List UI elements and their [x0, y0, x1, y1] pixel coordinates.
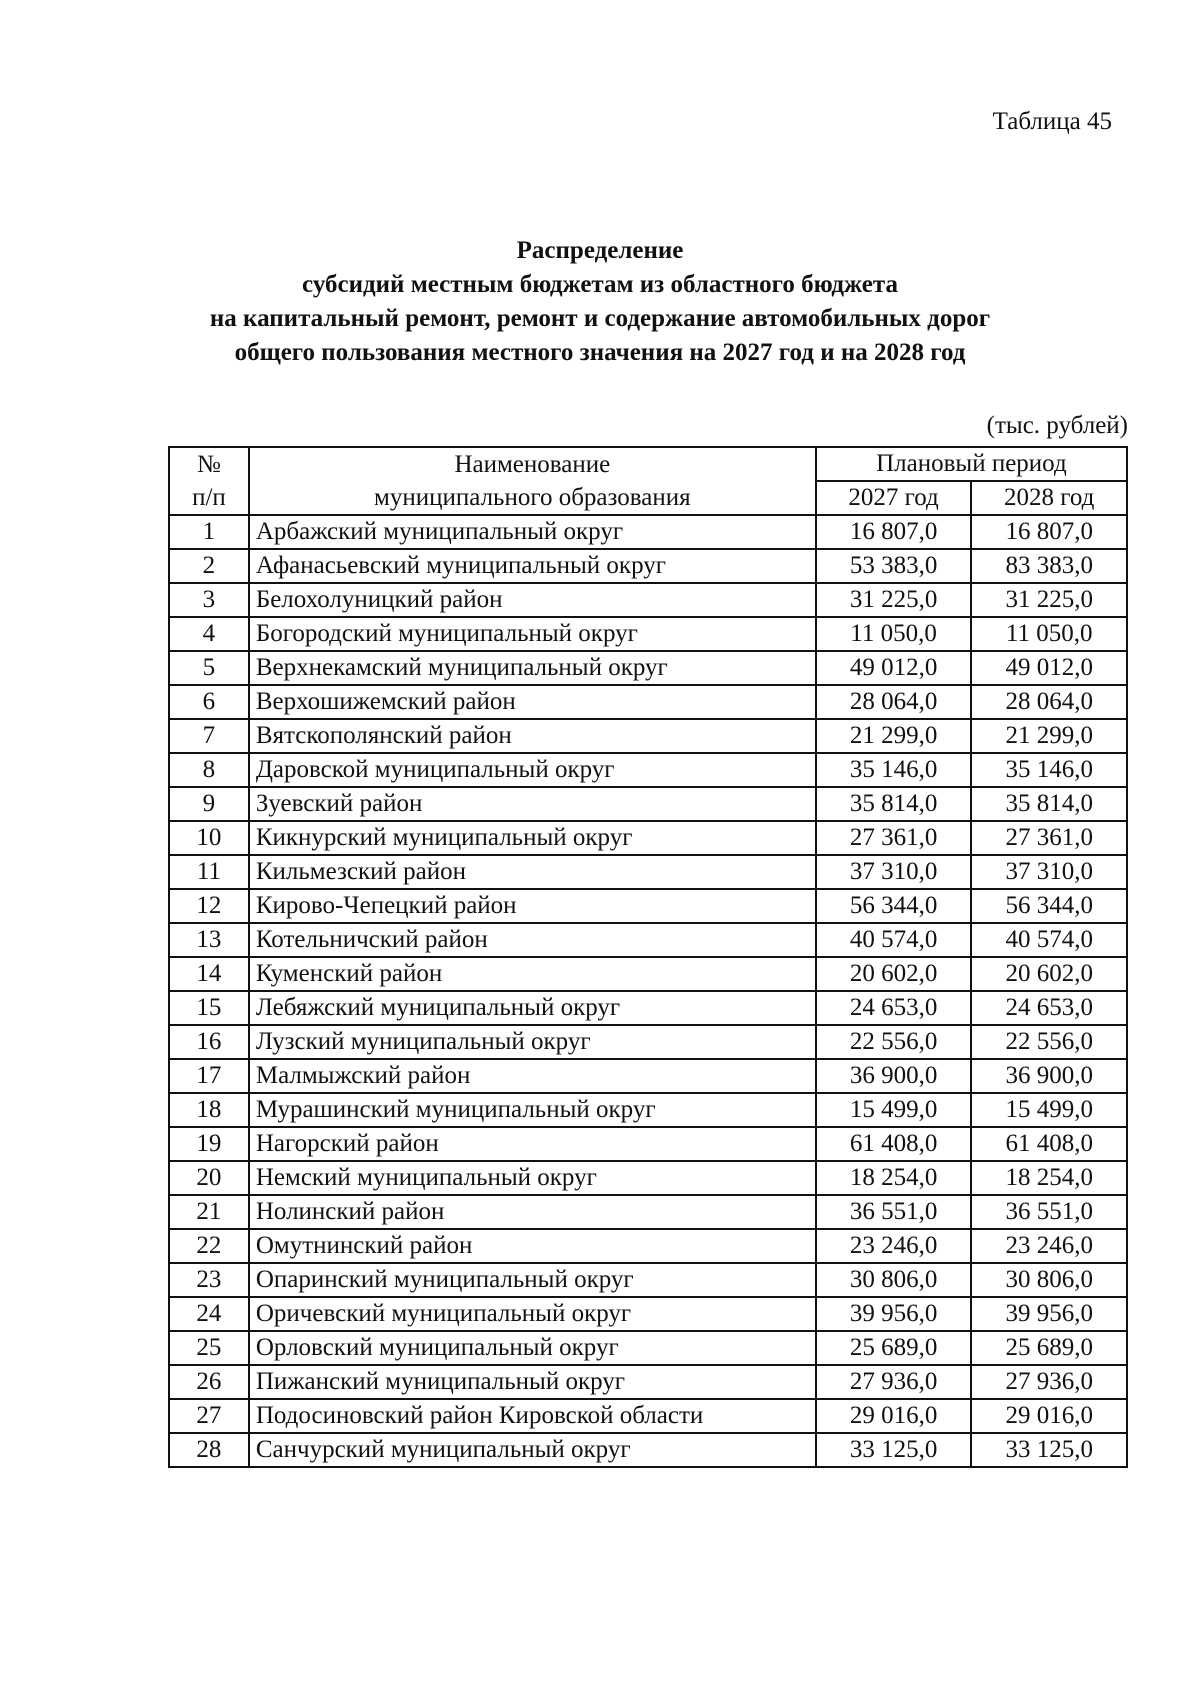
amount-2027: 27 361,0	[816, 821, 972, 855]
row-number: 14	[169, 957, 249, 991]
table-row	[169, 1399, 1127, 1433]
table-row	[169, 1263, 1127, 1297]
municipality-name: Санчурский муниципальный округ	[249, 1433, 816, 1467]
table-row	[169, 923, 1127, 957]
municipality-name: Нолинский район	[249, 1195, 816, 1229]
municipality-name: Подосиновский район Кировской области	[249, 1399, 816, 1433]
amount-2028: 39 956,0	[971, 1297, 1127, 1331]
amount-2027: 28 064,0	[816, 685, 972, 719]
amount-2028: 15 499,0	[971, 1093, 1127, 1127]
header-row-1	[169, 447, 1127, 481]
amount-2027: 20 602,0	[816, 957, 972, 991]
amount-2028: 29 016,0	[971, 1399, 1127, 1433]
table-row	[169, 753, 1127, 787]
amount-2028: 16 807,0	[971, 515, 1127, 549]
row-number: 6	[169, 685, 249, 719]
municipality-name: Верхнекамский муниципальный округ	[249, 651, 816, 685]
municipality-name: Верхошижемский район	[249, 685, 816, 719]
table-row	[169, 719, 1127, 753]
header-row-2	[169, 481, 1127, 515]
amount-2028: 22 556,0	[971, 1025, 1127, 1059]
amount-2028: 83 383,0	[971, 549, 1127, 583]
row-number: 22	[169, 1229, 249, 1263]
row-number: 7	[169, 719, 249, 753]
municipality-name: Лузский муниципальный округ	[249, 1025, 816, 1059]
municipality-name: Мурашинский муниципальный округ	[249, 1093, 816, 1127]
municipality-name: Кикнурский муниципальный округ	[249, 821, 816, 855]
table-row	[169, 1025, 1127, 1059]
row-number: 17	[169, 1059, 249, 1093]
amount-2027: 53 383,0	[816, 549, 972, 583]
title-line-2: субсидий местным бюджетам из областного бюджета	[302, 271, 898, 298]
table-row	[169, 957, 1127, 991]
row-number: 15	[169, 991, 249, 1025]
units-label: (тыс. рублей)	[986, 412, 1128, 439]
table-row	[169, 1331, 1127, 1365]
amount-2027: 37 310,0	[816, 855, 972, 889]
row-number: 16	[169, 1025, 249, 1059]
table-row	[169, 787, 1127, 821]
amount-2028: 28 064,0	[971, 685, 1127, 719]
municipality-name: Кильмезский район	[249, 855, 816, 889]
row-number: 12	[169, 889, 249, 923]
amount-2027: 29 016,0	[816, 1399, 972, 1433]
amount-2028: 56 344,0	[971, 889, 1127, 923]
row-number: 2	[169, 549, 249, 583]
amount-2027: 49 012,0	[816, 651, 972, 685]
municipality-name: Орловский муниципальный округ	[249, 1331, 816, 1365]
municipality-name: Вятскополянский район	[249, 719, 816, 753]
row-number: 27	[169, 1399, 249, 1433]
municipality-name: Пижанский муниципальный округ	[249, 1365, 816, 1399]
amount-2027: 18 254,0	[816, 1161, 972, 1195]
row-number: 11	[169, 855, 249, 889]
table-row	[169, 1127, 1127, 1161]
municipality-name: Белохолуницкий район	[249, 583, 816, 617]
amount-2028: 23 246,0	[971, 1229, 1127, 1263]
amount-2027: 33 125,0	[816, 1433, 972, 1467]
row-number: 18	[169, 1093, 249, 1127]
amount-2028: 61 408,0	[971, 1127, 1127, 1161]
amount-2028: 35 814,0	[971, 787, 1127, 821]
municipality-name: Котельничский район	[249, 923, 816, 957]
row-number: 25	[169, 1331, 249, 1365]
table-row	[169, 583, 1127, 617]
amount-2027: 61 408,0	[816, 1127, 972, 1161]
municipality-name: Опаринский муниципальный округ	[249, 1263, 816, 1297]
amount-2028: 20 602,0	[971, 957, 1127, 991]
amount-2027: 25 689,0	[816, 1331, 972, 1365]
row-number: 20	[169, 1161, 249, 1195]
amount-2027: 30 806,0	[816, 1263, 972, 1297]
table-row	[169, 1093, 1127, 1127]
row-number: 21	[169, 1195, 249, 1229]
amount-2028: 36 900,0	[971, 1059, 1127, 1093]
table-row	[169, 549, 1127, 583]
document-title	[0, 234, 1200, 370]
amount-2027: 36 900,0	[816, 1059, 972, 1093]
table-row	[169, 1195, 1127, 1229]
row-number: 28	[169, 1433, 249, 1467]
table-row	[169, 1297, 1127, 1331]
table-row	[169, 1433, 1127, 1467]
subsidies-table	[168, 446, 1128, 1468]
row-number: 9	[169, 787, 249, 821]
municipality-name: Кирово-Чепецкий район	[249, 889, 816, 923]
amount-2027: 27 936,0	[816, 1365, 972, 1399]
row-number: 1	[169, 515, 249, 549]
table-row	[169, 1161, 1127, 1195]
municipality-name: Арбажский муниципальный округ	[249, 515, 816, 549]
table-row	[169, 855, 1127, 889]
row-number: 8	[169, 753, 249, 787]
amount-2027: 31 225,0	[816, 583, 972, 617]
amount-2028: 35 146,0	[971, 753, 1127, 787]
title-line-1: Распределение	[516, 237, 684, 264]
amount-2028: 18 254,0	[971, 1161, 1127, 1195]
amount-2028: 25 689,0	[971, 1331, 1127, 1365]
row-number: 23	[169, 1263, 249, 1297]
table-row	[169, 1229, 1127, 1263]
table-row	[169, 1059, 1127, 1093]
table-row	[169, 889, 1127, 923]
amount-2027: 39 956,0	[816, 1297, 972, 1331]
row-number: 26	[169, 1365, 249, 1399]
amount-2028: 11 050,0	[971, 617, 1127, 651]
municipality-name: Оричевский муниципальный округ	[249, 1297, 816, 1331]
row-number: 10	[169, 821, 249, 855]
amount-2028: 27 361,0	[971, 821, 1127, 855]
amount-2028: 49 012,0	[971, 651, 1127, 685]
amount-2027: 15 499,0	[816, 1093, 972, 1127]
municipality-name: Афанасьевский муниципальный округ	[249, 549, 816, 583]
amount-2028: 30 806,0	[971, 1263, 1127, 1297]
municipality-name: Богородский муниципальный округ	[249, 617, 816, 651]
municipality-name: Омутнинский район	[249, 1229, 816, 1263]
amount-2027: 23 246,0	[816, 1229, 972, 1263]
table-body	[169, 515, 1127, 1467]
row-number: 24	[169, 1297, 249, 1331]
header-planned-period: Плановый период	[816, 447, 1127, 481]
amount-2028: 37 310,0	[971, 855, 1127, 889]
row-number: 4	[169, 617, 249, 651]
table-number: Таблица 45	[992, 108, 1112, 135]
table-row	[169, 821, 1127, 855]
header-name-bottom: муниципального образования	[249, 481, 816, 515]
header-num-bottom: п/п	[169, 481, 249, 515]
header-year-2027: 2027 год	[816, 481, 972, 515]
row-number: 13	[169, 923, 249, 957]
amount-2028: 31 225,0	[971, 583, 1127, 617]
amount-2027: 16 807,0	[816, 515, 972, 549]
row-number: 19	[169, 1127, 249, 1161]
amount-2027: 21 299,0	[816, 719, 972, 753]
amount-2028: 21 299,0	[971, 719, 1127, 753]
amount-2027: 35 814,0	[816, 787, 972, 821]
table-row	[169, 515, 1127, 549]
title-line-4: общего пользования местного значения на 2027 год и на 2028 год	[234, 339, 966, 366]
amount-2028: 27 936,0	[971, 1365, 1127, 1399]
municipality-name: Даровской муниципальный округ	[249, 753, 816, 787]
amount-2027: 36 551,0	[816, 1195, 972, 1229]
title-line-3: на капитальный ремонт, ремонт и содержание автомобильных дорог	[209, 305, 991, 332]
amount-2028: 40 574,0	[971, 923, 1127, 957]
amount-2027: 24 653,0	[816, 991, 972, 1025]
table-row	[169, 651, 1127, 685]
municipality-name: Лебяжский муниципальный округ	[249, 991, 816, 1025]
header-name-top: Наименование	[249, 447, 816, 481]
amount-2028: 24 653,0	[971, 991, 1127, 1025]
table-header	[169, 447, 1127, 515]
header-year-2028: 2028 год	[971, 481, 1127, 515]
amount-2028: 33 125,0	[971, 1433, 1127, 1467]
amount-2027: 56 344,0	[816, 889, 972, 923]
row-number: 5	[169, 651, 249, 685]
table-row	[169, 685, 1127, 719]
row-number: 3	[169, 583, 249, 617]
table-row	[169, 991, 1127, 1025]
amount-2027: 22 556,0	[816, 1025, 972, 1059]
amount-2027: 35 146,0	[816, 753, 972, 787]
table-row	[169, 617, 1127, 651]
table-row	[169, 1365, 1127, 1399]
amount-2027: 40 574,0	[816, 923, 972, 957]
municipality-name: Малмыжский район	[249, 1059, 816, 1093]
amount-2027: 11 050,0	[816, 617, 972, 651]
header-num-top: №	[169, 447, 249, 481]
municipality-name: Немский муниципальный округ	[249, 1161, 816, 1195]
municipality-name: Куменский район	[249, 957, 816, 991]
amount-2028: 36 551,0	[971, 1195, 1127, 1229]
municipality-name: Нагорский район	[249, 1127, 816, 1161]
municipality-name: Зуевский район	[249, 787, 816, 821]
